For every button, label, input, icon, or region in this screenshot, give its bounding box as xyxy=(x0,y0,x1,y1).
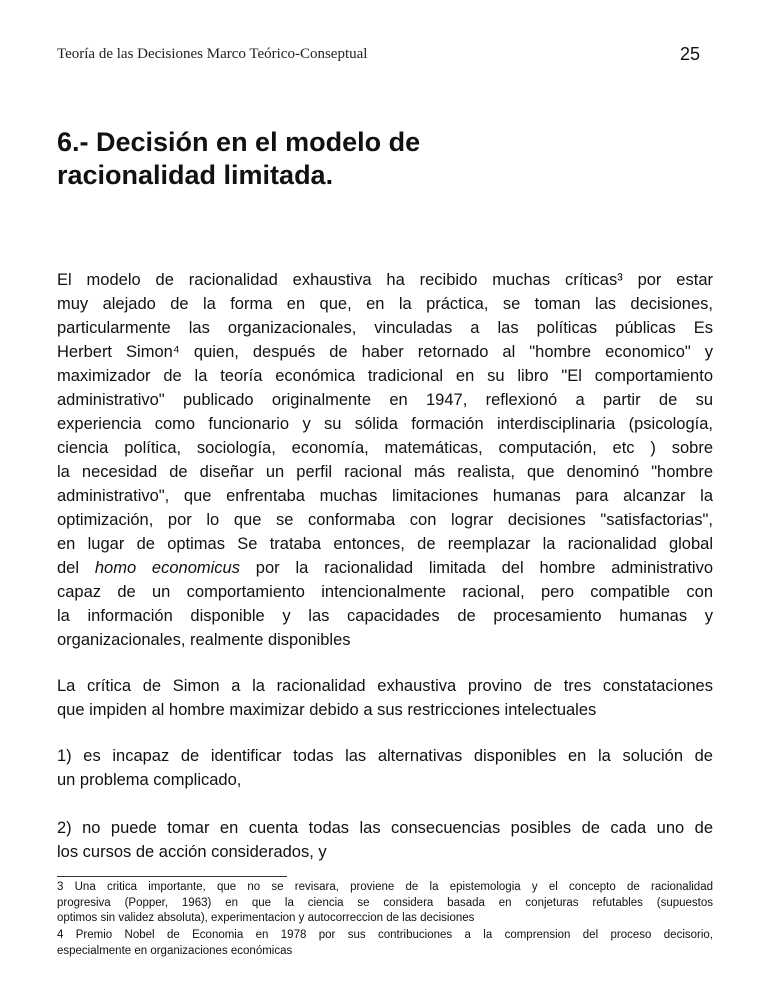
text-line: especialmente en organizaciones económicas xyxy=(57,944,293,957)
footnote-3 xyxy=(57,880,713,927)
text-line: administrativo", que enfrentaba muchas limitaciones humanas para alcanzar la xyxy=(57,487,713,505)
text-line: en lugar de optimas Se trataba entonces, de reemplazar la racionalidad global xyxy=(57,535,713,553)
text-line: optimización, por lo que se conformaba con lograr decisiones "satisfactorias", xyxy=(57,511,713,529)
text-line: progresiva (Popper, 1963) en que la ciencia se considera basada en conjeturas refutables (supuestos xyxy=(57,896,713,909)
text-line: particularmente las organizacionales, vinculadas a las políticas públicas Es xyxy=(57,319,713,337)
text-line: 4 Premio Nobel de Economia en 1978 por sus contribuciones a la comprension del proceso decisorio, xyxy=(57,929,713,941)
text-line: organizacionales, realmente disponibles xyxy=(57,631,351,649)
footnote-divider xyxy=(57,876,287,877)
text-line: 3 Una critica importante, que no se revisara, proviene de la epistemologia y el concepto de racionalidad xyxy=(57,881,713,893)
text-line: del homo economicus por la racionalidad limitada del hombre administrativo xyxy=(57,559,713,577)
text-line: optimos sin validez absoluta), experimentacion y autocorreccion de las decisiones xyxy=(57,912,475,924)
text-line: muy alejado de la forma en que, en la práctica, se toman las decisiones, xyxy=(57,295,713,313)
text-line: maximizador de la teoría económica tradicional en su libro "El comportamiento xyxy=(57,367,713,385)
title-line: 6.- Decisión en el modelo de xyxy=(57,127,421,157)
text-line: capaz de un comportamiento intencionalmente racional, pero compatible con xyxy=(57,583,713,601)
text-line: que impiden al hombre maximizar debido a sus restricciones intelectuales xyxy=(57,701,597,719)
paragraph-1 xyxy=(57,268,713,652)
text-line: Herbert Simon⁴ quien, después de haber retornado al "hombre economico" y xyxy=(57,343,713,361)
list-item-1 xyxy=(57,744,713,792)
text-line: la necesidad de diseñar un perfil racional más realista, que denominó "hombre xyxy=(57,463,713,481)
text-line: experiencia como funcionario y su sólida formación interdisciplinaria (psicología, xyxy=(57,415,713,433)
footnote-4 xyxy=(57,928,713,959)
text-line: 2) no puede tomar en cuenta todas las consecuencias posibles de cada uno de xyxy=(57,819,713,837)
text-line: 1) es incapaz de identificar todas las alternativas disponibles en la solución de xyxy=(57,747,713,765)
page-number: 25 xyxy=(680,44,701,64)
text-line: la información disponible y las capacidades de procesamiento humanas y xyxy=(57,607,713,625)
text-line: ciencia política, sociología, economía, matemáticas, computación, etc ) sobre xyxy=(57,439,713,457)
text-line: El modelo de racionalidad exhaustiva ha recibido muchas críticas³ por estar xyxy=(57,271,713,289)
text-line: un problema complicado, xyxy=(57,771,242,789)
title-line: racionalidad limitada. xyxy=(57,160,334,190)
text-line: los cursos de acción considerados, y xyxy=(57,843,327,861)
section-title xyxy=(57,126,420,192)
text-line: La crítica de Simon a la racionalidad exhaustiva provino de tres constataciones xyxy=(57,677,713,695)
running-header: Teoría de las Decisiones Marco Teórico-Conseptual xyxy=(57,46,368,62)
paragraph-2 xyxy=(57,674,713,722)
list-item-2 xyxy=(57,816,713,864)
text-line: administrativo" publicado originalmente en 1947, reflexionó a partir de su xyxy=(57,391,713,409)
